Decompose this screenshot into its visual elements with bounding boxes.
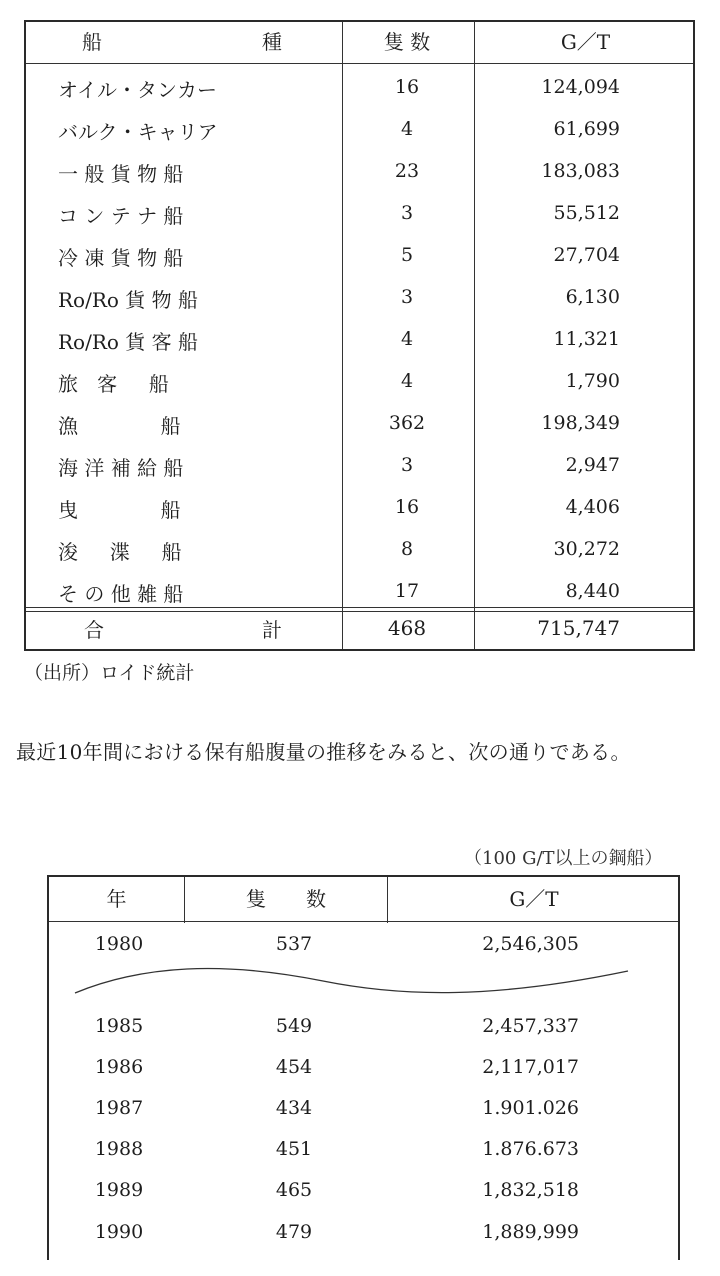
total-row [26, 614, 693, 650]
ship-count: 17 [394, 580, 420, 602]
table-row [49, 1091, 678, 1131]
ship-count: 3 [400, 454, 414, 476]
year-cell: 1985 [94, 1015, 144, 1037]
ship-gt: 6,130 [565, 286, 620, 308]
ship-type-name: 旅 客 船 [58, 372, 169, 396]
table-row [26, 446, 693, 488]
ship-type-name: 一 般 貨 物 船 [58, 162, 184, 186]
ship-gt: 55,512 [553, 202, 620, 224]
gt-cell: 1,832,518 [482, 1179, 579, 1201]
ship-type-name: コ ン テ ナ 船 [58, 204, 184, 228]
ship-gt: 11,321 [553, 328, 620, 350]
count-cell: 465 [275, 1179, 313, 1201]
ship-count: 16 [394, 76, 420, 98]
ship-gt: 2,947 [565, 454, 620, 476]
gt-cell: 2,117,017 [482, 1056, 579, 1078]
year-cell: 1986 [94, 1056, 144, 1078]
year-cell: 1989 [94, 1179, 144, 1201]
ship-type-name: 浚 渫 船 [58, 540, 182, 564]
header-ship-type-a: 船 [82, 30, 102, 54]
table-row [26, 404, 693, 446]
ship-count: 3 [400, 202, 414, 224]
gt-cell: 1,889,999 [482, 1221, 579, 1243]
ship-type-name: オイル・タンカー [58, 78, 217, 102]
header-gt: G／T [560, 30, 611, 54]
ship-gt: 61,699 [553, 118, 620, 140]
gt-cell: 2,457,337 [482, 1015, 579, 1037]
total-count: 468 [387, 616, 427, 640]
header-count: 隻 数 [383, 30, 431, 54]
body-paragraph: 最近10年間における保有船腹量の推移をみると、次の通りである。 [16, 740, 631, 764]
year-cell: 1990 [94, 1221, 144, 1243]
ship-gt: 1,790 [565, 370, 620, 392]
ship-gt: 183,083 [541, 160, 620, 182]
ship-type-name: Ro/Ro 貨 客 船 [58, 330, 199, 354]
year-cell: 1987 [94, 1097, 144, 1119]
table-row [26, 488, 693, 530]
ship-type-name: 海 洋 補 給 船 [58, 456, 184, 480]
ship-gt: 30,272 [553, 538, 620, 560]
ship-count: 16 [394, 496, 420, 518]
ship-gt: 124,094 [541, 76, 620, 98]
gt-cell: 2,546,305 [482, 933, 579, 955]
ship-count: 362 [388, 412, 426, 434]
total-label-a: 合 [84, 618, 104, 642]
table-row [26, 278, 693, 320]
table-row [26, 320, 693, 362]
table-row [26, 236, 693, 278]
header-divider [49, 921, 678, 922]
table-row [26, 362, 693, 404]
ship-gt: 4,406 [565, 496, 620, 518]
ship-type-name: そ の 他 雑 船 [58, 582, 184, 606]
ship-count: 5 [400, 244, 414, 266]
ship-gt: 198,349 [541, 412, 620, 434]
total-label-b: 計 [262, 618, 282, 642]
year-cell: 1980 [94, 933, 144, 955]
header-gt: G／T [509, 887, 559, 911]
count-cell: 434 [275, 1097, 313, 1119]
table-row [26, 68, 693, 110]
ship-count: 4 [400, 370, 414, 392]
count-cell: 451 [275, 1138, 313, 1160]
header-year: 年 [106, 887, 127, 911]
ship-gt: 8,440 [565, 580, 620, 602]
ship-gt: 27,704 [553, 244, 620, 266]
table-row [26, 194, 693, 236]
gt-cell: 1.901.026 [482, 1097, 579, 1119]
table-row [49, 1050, 678, 1090]
table-row [49, 1009, 678, 1049]
ship-count: 4 [400, 118, 414, 140]
count-cell: 537 [275, 933, 313, 955]
break-wave-line [73, 965, 633, 1005]
ship-type-name: 冷 凍 貨 物 船 [58, 246, 184, 270]
table-row [49, 1173, 678, 1213]
fleet-trend-table [47, 875, 680, 1260]
ship-type-table [24, 20, 695, 651]
count-cell: 549 [275, 1015, 313, 1037]
ship-type-name: バルク・キャリア [58, 120, 218, 144]
table-row [26, 572, 693, 614]
gt-cell: 1.876.673 [482, 1138, 579, 1160]
ship-count: 4 [400, 328, 414, 350]
table-row [49, 927, 678, 967]
ship-type-name: 漁 船 [58, 414, 181, 438]
table-row [26, 530, 693, 572]
table-row [49, 1132, 678, 1172]
count-cell: 479 [275, 1221, 313, 1243]
total-gt: 715,747 [537, 616, 620, 640]
table-row [26, 152, 693, 194]
source-note: （出所）ロイド統計 [24, 662, 195, 684]
year-cell: 1988 [94, 1138, 144, 1160]
header-count: 隻 数 [246, 887, 326, 911]
ship-count: 8 [400, 538, 414, 560]
table-row [49, 1215, 678, 1255]
ship-count: 23 [394, 160, 420, 182]
ship-type-name: Ro/Ro 貨 物 船 [58, 288, 199, 312]
ship-type-name: 曳 船 [58, 498, 181, 522]
header-divider [26, 63, 693, 64]
header-ship-type-b: 種 [262, 30, 282, 54]
unit-note: （100 G/T以上の鋼船） [464, 848, 663, 869]
ship-count: 3 [400, 286, 414, 308]
table-row [26, 110, 693, 152]
count-cell: 454 [275, 1056, 313, 1078]
